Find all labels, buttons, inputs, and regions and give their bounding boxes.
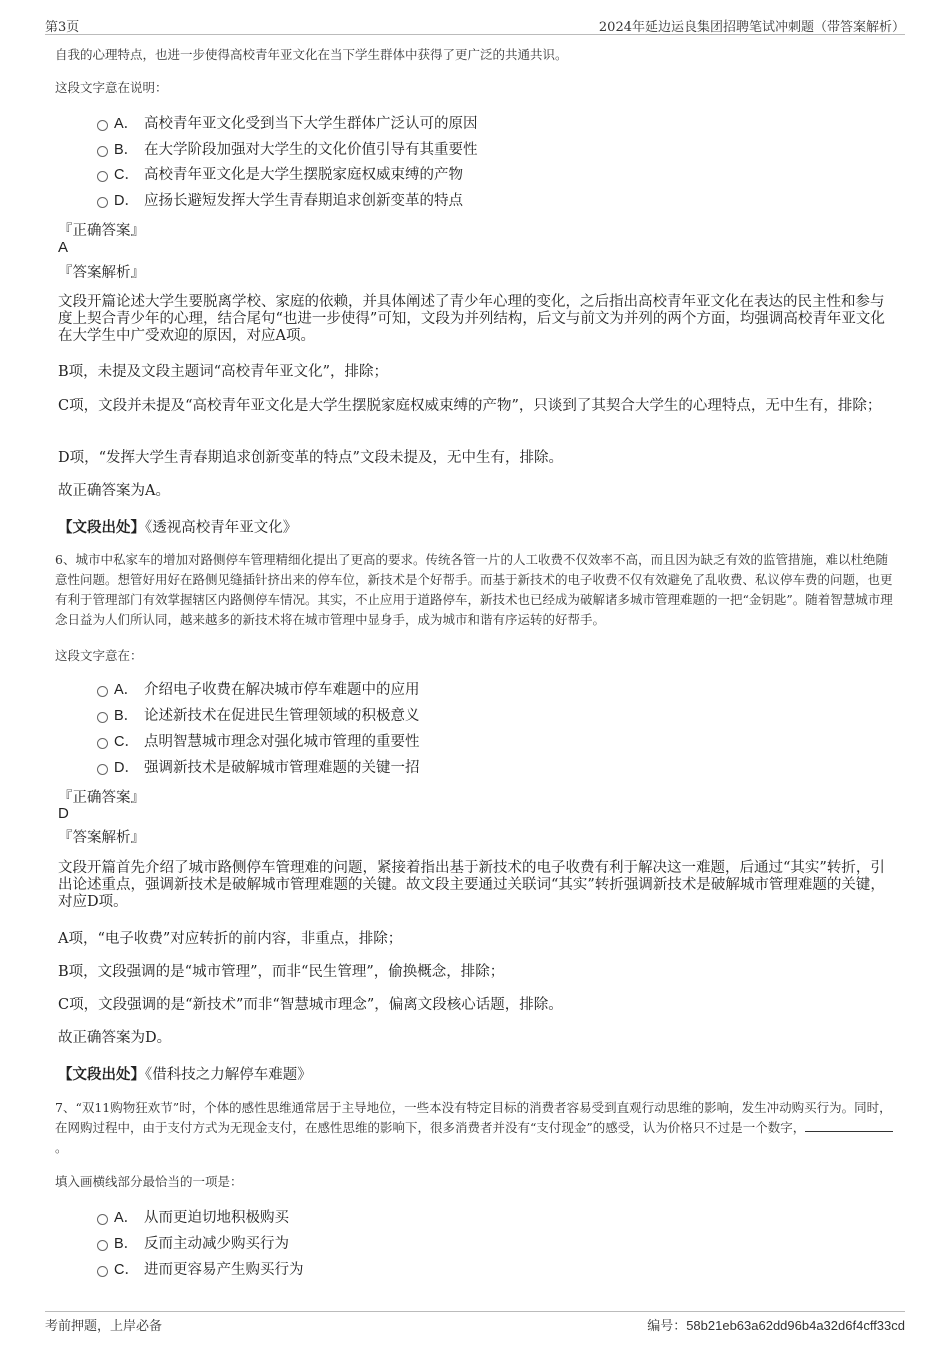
q6-answer-label: 『正确答案』 — [58, 790, 145, 806]
radio-icon[interactable] — [97, 764, 108, 775]
q6-option-b[interactable]: B． 论述新技术在促进民生管理领域的积极意义 — [97, 705, 420, 727]
q6-analysis-label: 『答案解析』 — [58, 830, 145, 846]
q6-analysis-a: A项，“电子收费”对应转折的前内容，非重点，排除； — [58, 931, 403, 947]
source-label: 【文段出处】 — [58, 519, 145, 536]
q5-analysis-d: D项，“发挥大学生青春期追求创新变革的特点”文段未提及，无中生有，排除。 — [58, 450, 563, 466]
q6-option-d[interactable]: D． 强调新技术是破解城市管理难题的关键一招 — [97, 757, 420, 779]
source-label: 【文段出处】 — [58, 1066, 145, 1083]
q5-analysis-main: 文段开篇论述大学生要脱离学校、家庭的依赖，并具体阐述了青少年心理的变化，之后指出高校青年亚文化在表达的民主性和参与度上契合青少年的心理，结合尾句“也进一步使得”可知，文段为并列结构，后文与前文为并列的两个方面，均强调高校青年亚文化在大学生中广受欢迎的原因，对应A项。 — [58, 294, 885, 344]
footer-slogan: 考前押题，上岸必备 — [45, 1319, 163, 1334]
q6-analysis-c: C项，文段强调的是“新技术”而非“智慧城市理念”，偏离文段核心话题，排除。 — [58, 997, 563, 1013]
q5-source — [58, 516, 297, 537]
q5-option-c[interactable]: C． 高校青年亚文化是大学生摆脱家庭权威束缚的产物 — [97, 164, 463, 186]
radio-icon[interactable] — [97, 171, 108, 182]
q6-source — [58, 1063, 312, 1084]
q5-answer-label: 『正确答案』 — [58, 223, 145, 239]
q6-conclusion: 故正确答案为D。 — [58, 1030, 172, 1046]
q5-option-a[interactable]: A． 高校青年亚文化受到当下大学生群体广泛认可的原因 — [97, 113, 478, 135]
source-title: 《借科技之力解停车难题》 — [145, 1067, 312, 1083]
q5-analysis-b: B项，未提及文段主题词“高校青年亚文化”，排除； — [58, 364, 388, 380]
q7-option-b[interactable]: B． 反而主动减少购买行为 — [97, 1233, 289, 1255]
q5-conclusion: 故正确答案为A。 — [58, 483, 170, 499]
q6-option-c[interactable]: C． 点明智慧城市理念对强化城市管理的重要性 — [97, 731, 420, 753]
radio-icon[interactable] — [97, 1240, 108, 1251]
q6-stem: 6、城市中私家车的增加对路侧停车管理精细化提出了更高的要求。传统各管一片的人工收费不仅效率不高，而且因为缺乏有效的监管措施，难以杜绝随意性问题。想管好用好在路侧见缝插针挤出来的停车位，新技术是个好帮手。而基于新技术的电子收费不仅有效避免了乱收费、私议停车费的问题，也更有利于管理部门有效掌握辖区内路侧停车情况。其实，不止应用于道路停车，新技术也已经成为破解诸多城市管理难题的一把“金钥匙”。随着智慧城市理念日益为人们所认同，越来越多的新技术将在城市管理中显身手，成为城市和谐有序运转的好帮手。 — [55, 552, 893, 627]
radio-icon[interactable] — [97, 712, 108, 723]
page-header — [45, 14, 905, 35]
document-code: 编号：58b21eb63a62dd96b4a32d6f4cff33cd — [647, 1318, 905, 1333]
q6-option-a[interactable]: A． 介绍电子收费在解决城市停车难题中的应用 — [97, 679, 420, 701]
q7-prompt: 填入画横线部分最恰当的一项是： — [55, 1174, 243, 1189]
q6-analysis-b: B项，文段强调的是“城市管理”，而非“民生管理”，偷换概念，排除； — [58, 964, 505, 980]
q5-answer: A — [58, 239, 69, 256]
radio-icon[interactable] — [97, 1266, 108, 1277]
fill-blank — [805, 1119, 893, 1132]
radio-icon[interactable] — [97, 120, 108, 131]
q7-stem: 7、“双11购物狂欢节”时，个体的感性思维通常居于主导地位，一些本没有特定目标的消费者容易受到直观行动思维的影响，发生冲动购买行为。同时，在网购过程中，由于支付方式为无现金支付，在感性思维的影响下，很多消费者并没有“支付现金”的感受，认为价格只不过是一个数字，。 — [55, 1100, 892, 1155]
q5-prompt: 这段文字意在说明： — [55, 80, 168, 95]
source-title: 《透视高校青年亚文化》 — [145, 520, 298, 536]
q6-analysis-main: 文段开篇首先介绍了城市路侧停车管理难的问题，紧接着指出基于新技术的电子收费有利于解决这一难题，后通过“其实”转折，引出论述重点，强调新技术是破解城市管理难题的关键。故文段主要通过关联词“其实”转折强调新技术是破解城市管理难题的关键，对应D项。 — [58, 860, 885, 910]
page-footer — [45, 1311, 905, 1334]
radio-icon[interactable] — [97, 146, 108, 157]
q7-option-c[interactable]: C． 进而更容易产生购买行为 — [97, 1259, 304, 1281]
q5-analysis-c: C项，文段并未提及“高校青年亚文化是大学生摆脱家庭权威束缚的产物”，只谈到了其契合大学生的心理特点，无中生有，排除； — [58, 398, 882, 414]
document-title: 2024年延边运良集团招聘笔试冲刺题（带答案解析） — [598, 20, 905, 35]
q6-prompt: 这段文字意在： — [55, 648, 143, 663]
q5-option-b[interactable]: B． 在大学阶段加强对大学生的文化价值引导有其重要性 — [97, 139, 478, 161]
q5-stem-tail: 自我的心理特点，也进一步使得高校青年亚文化在当下学生群体中获得了更广泛的共通共识。 — [55, 47, 568, 62]
page-number: 第3页 — [45, 20, 80, 35]
radio-icon[interactable] — [97, 1214, 108, 1225]
q7-option-a[interactable]: A． 从而更迫切地积极购买 — [97, 1207, 289, 1229]
radio-icon[interactable] — [97, 197, 108, 208]
radio-icon[interactable] — [97, 686, 108, 697]
radio-icon[interactable] — [97, 738, 108, 749]
q5-analysis-label: 『答案解析』 — [58, 265, 145, 281]
q6-answer: D — [58, 805, 69, 822]
q5-option-d[interactable]: D． 应扬长避短发挥大学生青春期追求创新变革的特点 — [97, 190, 463, 212]
